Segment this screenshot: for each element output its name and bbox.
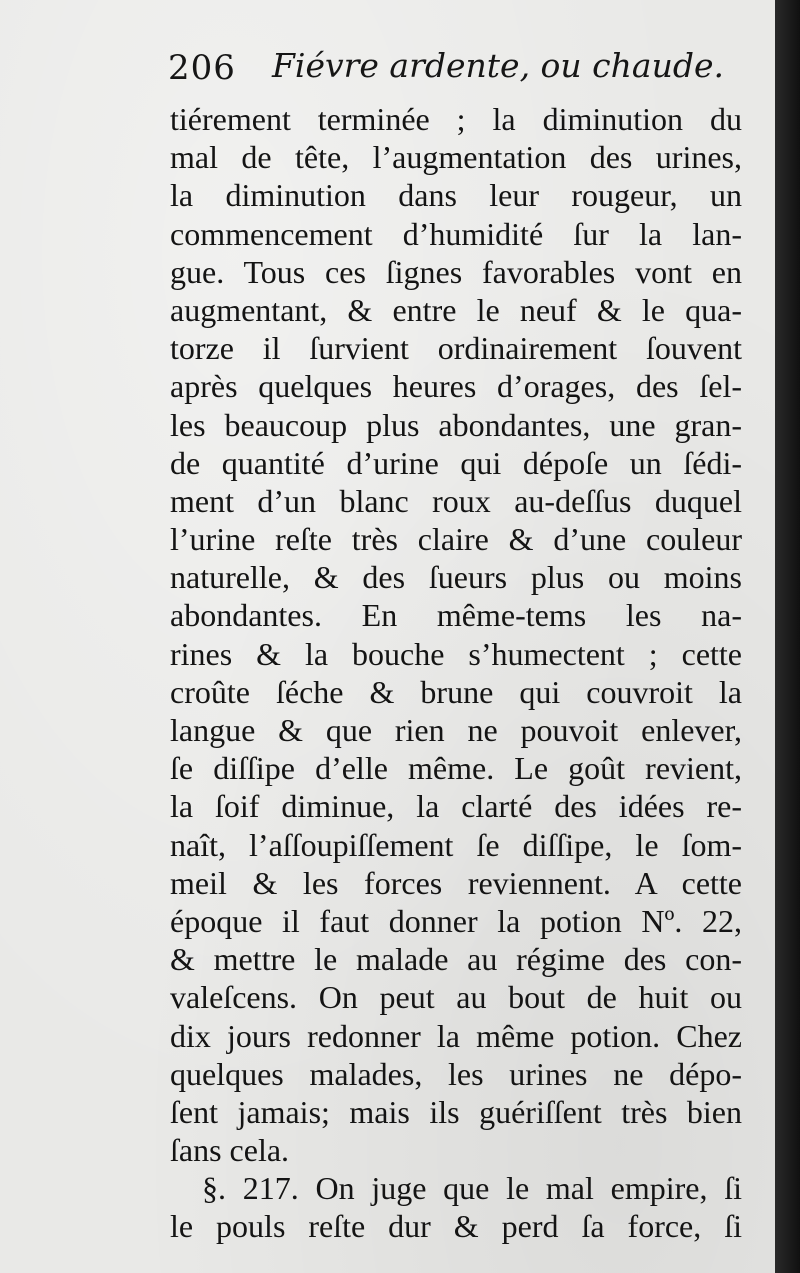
text-line: augmentant, & entre le neuf & le qua- [170, 291, 742, 328]
text-line: les beaucoup plus abondantes, une gran- [170, 406, 742, 443]
page-number: 206 [168, 48, 236, 88]
text-line: ſans cela. [170, 1132, 290, 1169]
text-line: meil & les forces reviennent. A cette [170, 864, 742, 901]
text-line: ſent jamais; mais ils guériſſent très bien [170, 1093, 742, 1130]
page-header [168, 40, 768, 96]
text-line: le pouls reſte dur & perd ſa force, ſi [170, 1208, 742, 1245]
page-edge-shadow [775, 0, 800, 1273]
text-line: & mettre le malade au régime des con- [170, 941, 742, 978]
text-line: mal de tête, l’augmentation des urines, [170, 139, 742, 176]
text-line: abondantes. En même-tems les na- [170, 597, 742, 634]
text-line: tiérement terminée ; la diminution du [170, 101, 742, 137]
text-line: gue. Tous ces ſignes favorables vont en [170, 253, 742, 290]
text-line: croûte ſéche & brune qui couvroit la [170, 673, 742, 710]
text-line: langue & que rien ne pouvoit enlever, [170, 712, 742, 748]
text-line: après quelques heures d’orages, des ſel- [170, 368, 742, 405]
body-text [170, 100, 742, 1246]
text-line: la ſoif diminue, la clarté des idées re- [170, 788, 742, 825]
text-line: l’urine reſte très claire & d’une couleur [170, 521, 742, 558]
running-head: Fiévre ardente, ou chaude. [272, 46, 724, 85]
text-line: naît, l’aſſoupiſſement ſe diſſipe, le ſom- [170, 826, 742, 863]
text-line: la diminution dans leur rougeur, un [170, 177, 742, 214]
text-line: époque il faut donner la potion Nº. 22, [170, 902, 742, 939]
text-line: commencement d’humidité ſur la lan- [170, 215, 742, 252]
text-line: de quantité d’urine qui dépoſe un ſédi- [170, 444, 742, 481]
paragraph-start-line: §. 217. On juge que le mal empire, ſi [202, 1170, 742, 1207]
text-line: ſe diſſipe d’elle même. Le goût revient, [170, 750, 742, 787]
text-line: quelques malades, les urines ne dépo- [170, 1055, 742, 1092]
text-line: rines & la bouche s’humectent ; cette [170, 635, 742, 672]
text-line: ment d’un blanc roux au-deſſus duquel [170, 482, 742, 519]
text-line: dix jours redonner la même potion. Chez [170, 1017, 742, 1054]
text-line: naturelle, & des ſueurs plus ou moins [170, 559, 742, 596]
text-line: valeſcens. On peut au bout de huit ou [170, 979, 742, 1016]
text-line: torze il ſurvient ordinairement ſouvent [170, 330, 742, 367]
